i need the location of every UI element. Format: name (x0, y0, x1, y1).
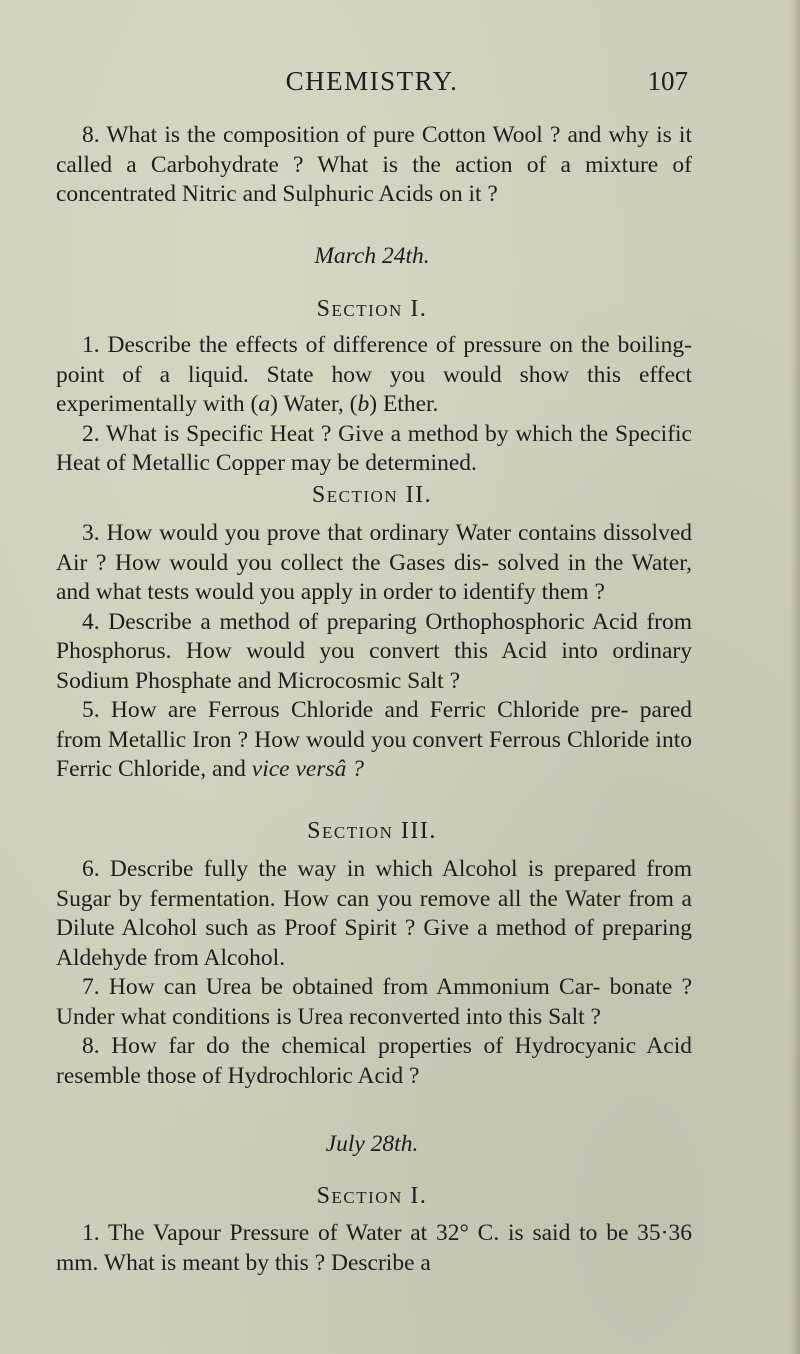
page-edge-shadow (790, 0, 800, 1354)
question-3-dissolved-air: 3. How would you prove that ordinary Water contains dissolved Air ? How would you collect the Gases dis- solved in the Water, and what tests would you apply in order to identify them ? (56, 520, 692, 605)
question-1-vapour-pressure: 1. The Vapour Pressure of Water at 32° C. is said to be 35·36 mm. What is meant by this ? Describe a (56, 1220, 692, 1276)
march-section-1-questions (56, 331, 692, 479)
question-block-q8-cotton-wool (56, 121, 692, 210)
running-header (56, 66, 688, 106)
question-5-ferrous-chloride: 5. How are Ferrous Chloride and Ferric Chloride pre- pared from Metallic Iron ? How would you convert Ferrous Chloride into Ferric Chloride, and vice versâ ? (56, 697, 692, 782)
running-title: CHEMISTRY. (285, 66, 459, 96)
july-section-1-questions (56, 1219, 692, 1278)
section-heading-march-3: Section III. (307, 818, 437, 844)
question-8-hydrocyanic-acid: 8. How far do the chemical properties of Hydrocyanic Acid resemble those of Hydrochloric Acid ? (56, 1033, 692, 1089)
section-heading-march-1: Section I. (316, 296, 428, 322)
section-heading-july-1: Section I. (316, 1183, 428, 1209)
question-1-boiling-point: 1. Describe the effects of difference of pressure on the boiling-point of a liquid. State how you would show this effect experimentally with (a) Water, (b) Ether. (56, 332, 692, 417)
march-section-2-questions (56, 519, 692, 785)
section-heading-march-2: Section II. (311, 482, 433, 508)
question-6-alcohol: 6. Describe fully the way in which Alcohol is prepared from Sugar by fermentation. How can you remove all the Water from a Dilute Alcohol such as Proof Spirit ? Give a method of preparing Aldehyde from Alcohol. (56, 856, 692, 971)
exam-date-july: July 28th. (325, 1131, 419, 1157)
question-8-cotton-wool: 8. What is the composition of pure Cotton Wool ? and why is it called a Carbohydrate ? What is the action of a mixture of concentrated Nitric and Sulphuric Acids on it ? (56, 122, 692, 207)
question-2-specific-heat: 2. What is Specific Heat ? Give a method by which the Specific Heat of Metallic Copper may be determined. (56, 420, 692, 476)
page-number: 107 (647, 66, 688, 96)
exam-date-march: March 24th. (314, 243, 430, 269)
question-7-urea: 7. How can Urea be obtained from Ammonium Car- bonate ? Under what conditions is Urea reconverted into this Salt ? (56, 974, 692, 1030)
question-4-orthophosphoric-acid: 4. Describe a method of preparing Orthophosphoric Acid from Phosphorus. How would you convert this Acid into ordinary Sodium Phosphate and Microcosmic Salt ? (56, 608, 692, 694)
march-section-3-questions (56, 855, 692, 1091)
